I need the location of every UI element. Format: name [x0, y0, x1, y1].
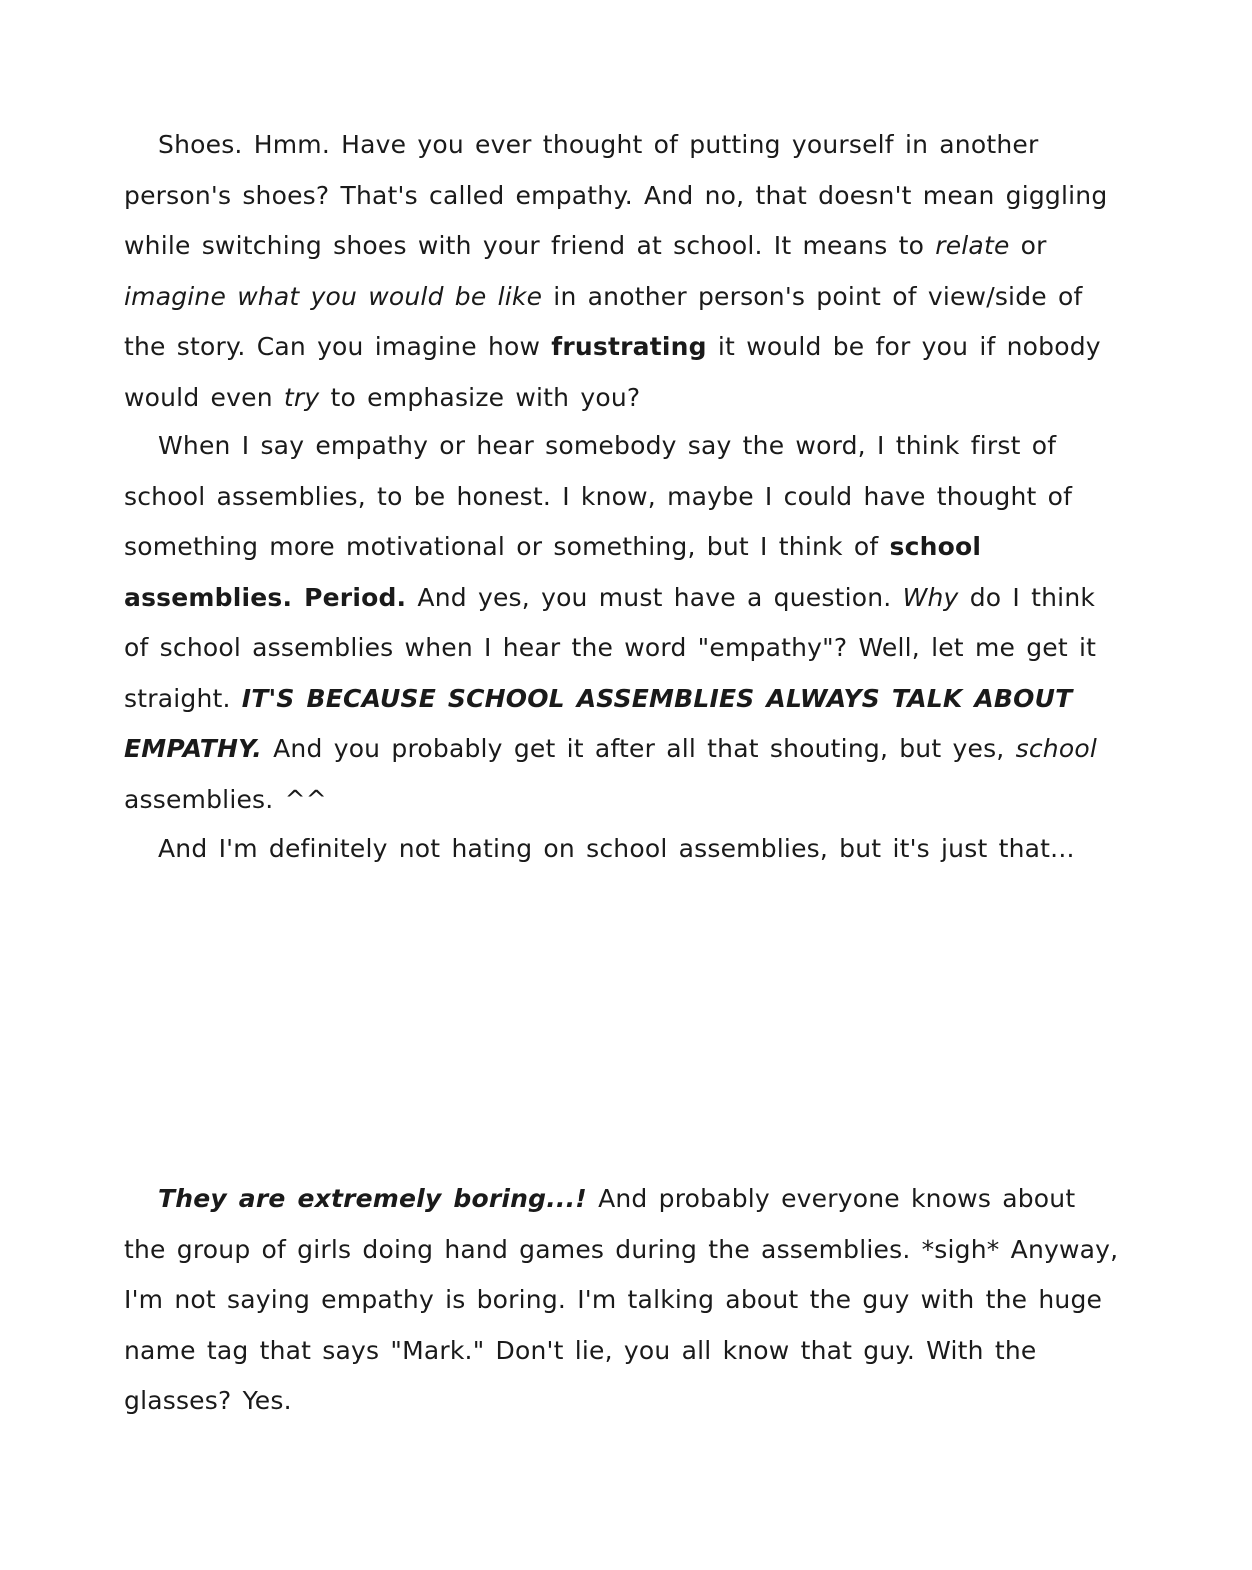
- emphasis-imagine: imagine what you would be like: [124, 281, 543, 311]
- paragraph-empathy-assemblies: [124, 421, 1124, 825]
- bold-school-assemblies: school assemblies. Period.: [124, 532, 982, 612]
- text-run: to emphasize with you?: [319, 382, 641, 412]
- paragraph-boring: [124, 1174, 1124, 1427]
- emphasis-relate: relate: [935, 231, 1010, 260]
- text-run: it would be for you if nobody would even: [124, 332, 1101, 412]
- emphasis-try: try: [283, 382, 320, 412]
- bold-frustrating: frustrating: [551, 332, 707, 361]
- text-run: in another person's point of view/side of the story. Can you imagine how: [124, 281, 1083, 361]
- text-run: assemblies. ^^: [124, 784, 327, 814]
- text-run: do I think of school assemblies when I hear the word "empathy"? Well, let me get it straight.: [124, 582, 1097, 713]
- text-run: And probably everyone knows about the group of girls doing hand games during the assemblies. *sigh* Anyway, I'm not saying empathy is boring. I'm talking about the guy with the huge name tag that says "Mark." Don't lie, you all know that guy. With the glasses? Yes.: [124, 1184, 1119, 1415]
- bold-boring: They are extremely boring...!: [158, 1184, 587, 1213]
- text-run: Shoes. Hmm. Have you ever thought of putting yourself in another person's shoes? That's called empathy. And no, that doesn't mean giggling while switching shoes with your friend at school. It means to: [124, 130, 1108, 260]
- text-run: And yes, you must have a question.: [406, 582, 903, 612]
- text-run: And you probably get it after all that shouting, but yes,: [261, 734, 1016, 763]
- shout-text: IT'S BECAUSE SCHOOL ASSEMBLIES ALWAYS TALK ABOUT EMPATHY.: [124, 683, 1073, 763]
- paragraph-shoes: [124, 120, 1124, 423]
- paragraph-not-hating: [124, 824, 1124, 875]
- text-run: or: [1009, 231, 1047, 260]
- text-run: And I'm definitely not hating on school assemblies, but it's just that...: [158, 834, 1075, 863]
- text-run: When I say empathy or hear somebody say the word, I think first of school assemblies, to be honest. I know, maybe I could have thought of something more motivational or something, but I think of: [124, 431, 1073, 561]
- emphasis-why: Why: [902, 582, 959, 612]
- emphasis-school: school: [1015, 734, 1097, 763]
